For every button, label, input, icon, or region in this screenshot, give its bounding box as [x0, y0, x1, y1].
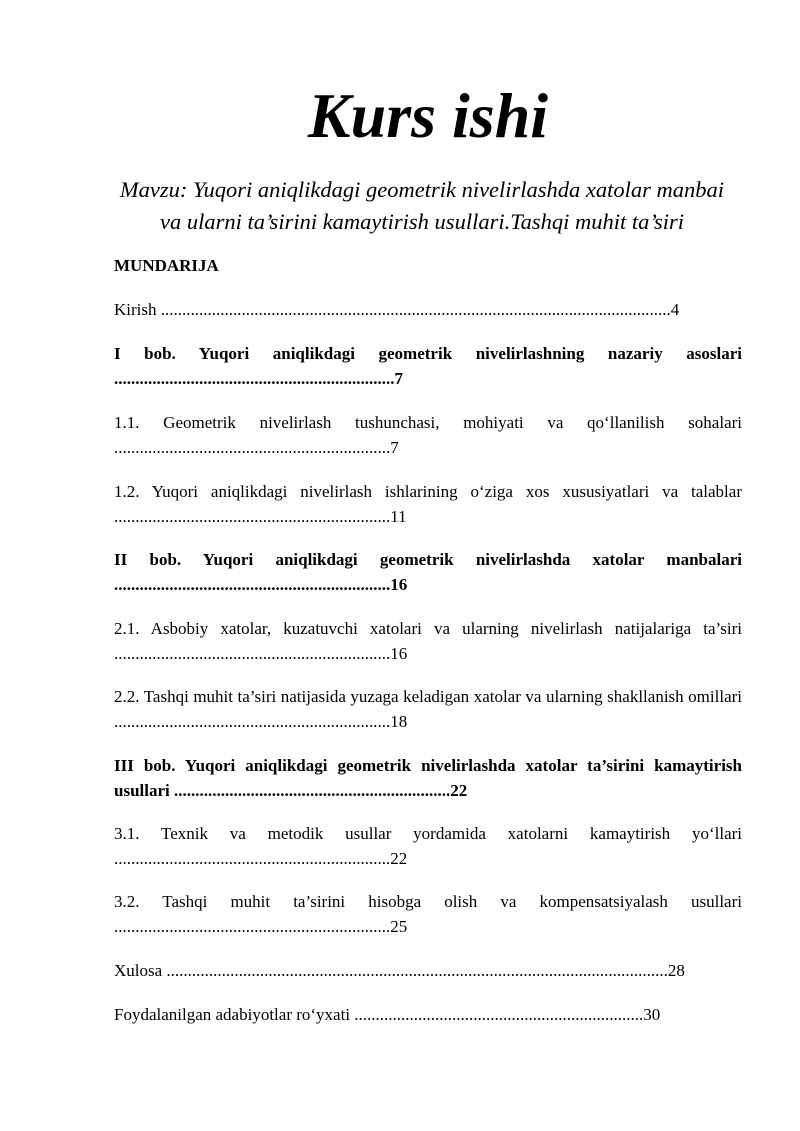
toc-entry-chapter-3: III bob. Yuqori aniqlikdagi geometrik nivelirlashda xatolar ta’sirini kamaytirish usullari .................................................................22: [114, 756, 742, 800]
toc-entry-section-2-2: 2.2. Tashqi muhit ta’siri natijasida yuzaga keladigan xatolar va ularning shakllanish omillari .................................................................18: [114, 687, 742, 731]
toc-entry-chapter-2: II bob. Yuqori aniqlikdagi geometrik nivelirlashda xatolar manbalari .................................................................16: [114, 550, 742, 594]
toc-entry-section-1-1: 1.1. Geometrik nivelirlash tushunchasi, mohiyati va qo‘llanilish sohalari .................................................................7: [114, 413, 742, 457]
toc-entry-introduction: Kirish ........................................................................................................................4: [114, 300, 680, 319]
toc-entry-references: Foydalanilgan adabiyotlar ro‘yxati ....................................................................30: [114, 1005, 661, 1024]
toc-entry-section-1-2: 1.2. Yuqori aniqlikdagi nivelirlash ishlarining o‘ziga xos xususiyatlari va talablar .................................................................11: [114, 482, 742, 526]
toc-entry-section-3-2: 3.2. Tashqi muhit ta’sirini hisobga olish va kompensatsiyalash usullari .................................................................25: [114, 892, 742, 936]
document-subtitle: Mavzu: Yuqori aniqlikdagi geometrik nivelirlashda xatolar manbai va ularni ta’sirini kamaytirish usullari.Tashqi muhit ta’siri: [119, 177, 725, 234]
toc-entry-chapter-1: I bob. Yuqori aniqlikdagi geometrik nivelirlashning nazariy asoslari ..................................................................7: [114, 344, 742, 388]
toc-entry-conclusion: Xulosa ......................................................................................................................28: [114, 961, 685, 980]
toc-entry-section-2-1: 2.1. Asbobiy xatolar, kuzatuvchi xatolari va ularning nivelirlash natijalariga ta’siri .................................................................16: [114, 619, 742, 663]
document-title: Kurs ishi: [307, 80, 549, 151]
toc-entry-section-3-1: 3.1. Texnik va metodik usullar yordamida xatolarni kamaytirish yo‘llari .................................................................22: [114, 824, 742, 868]
contents-heading: MUNDARIJA: [114, 256, 219, 275]
